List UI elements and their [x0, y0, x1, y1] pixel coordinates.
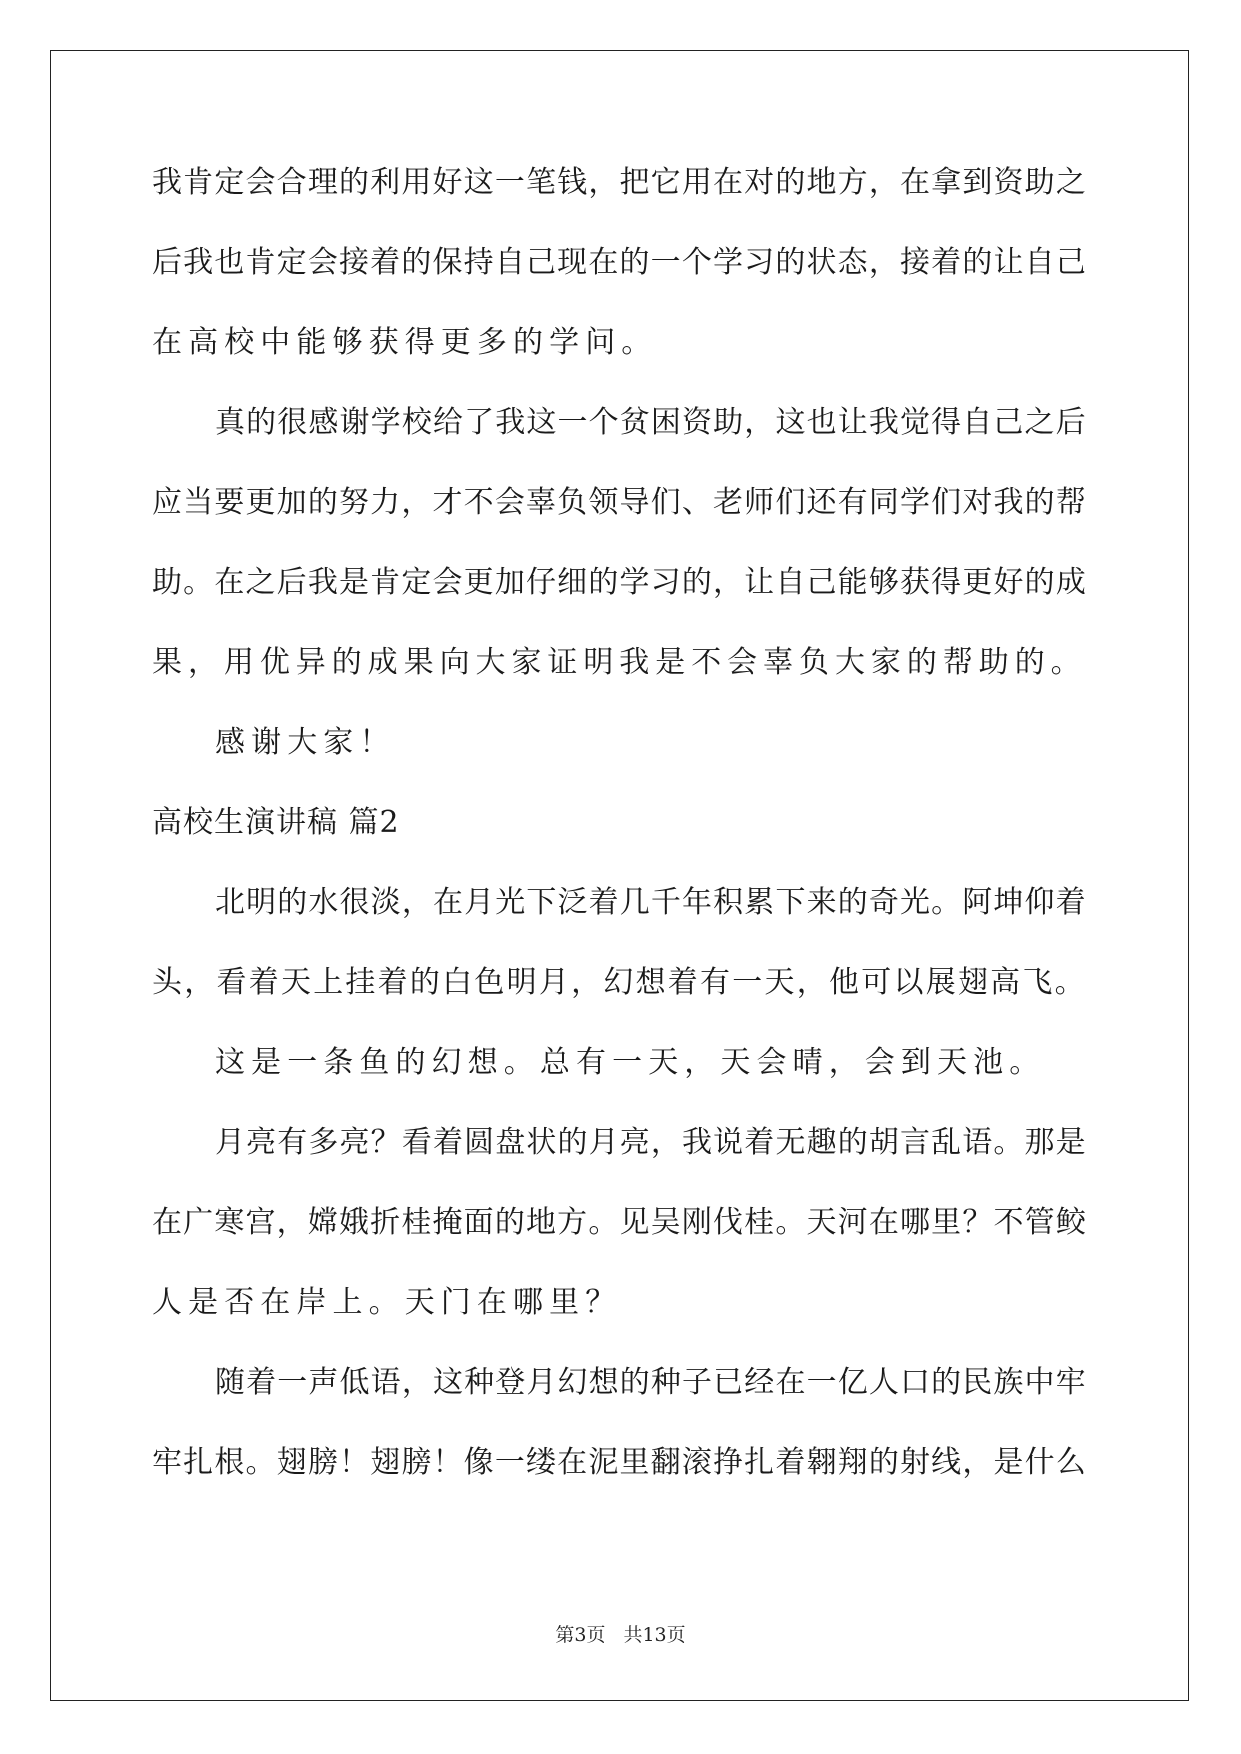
text-line: 牢扎根。翅膀！翅膀！像一缕在泥里翻滚挣扎着翱翔的射线，是什么 [152, 1445, 1087, 1480]
text-line: 人是否在岸上。天门在哪里？ [152, 1285, 622, 1320]
text-line: 这是一条鱼的幻想。总有一天，天会晴，会到天池。 [215, 1045, 1046, 1080]
text-line: 应当要更加的努力，才不会辜负领导们、老师们还有同学们对我的帮 [152, 485, 1087, 520]
text-line: 在高校中能够获得更多的学问。 [152, 325, 658, 360]
document-body [152, 161, 1087, 1521]
text-line: 感谢大家！ [215, 725, 396, 760]
text-line: 后我也肯定会接着的保持自己现在的一个学习的状态，接着的让自己 [152, 245, 1087, 280]
page-footer [0, 1620, 1241, 1647]
text-line: 我肯定会合理的利用好这一笔钱，把它用在对的地方，在拿到资助之 [152, 165, 1087, 200]
text-line: 助。在之后我是肯定会更加仔细的学习的，让自己能够获得更好的成 [152, 565, 1087, 600]
page-number: 第3页 [555, 1624, 606, 1646]
text-line: 果，用优异的成果向大家证明我是不会辜负大家的帮助的。 [152, 645, 1087, 680]
page-total: 共13页 [623, 1624, 686, 1646]
section-heading: 高校生演讲稿 篇2 [152, 805, 400, 840]
text-line: 随着一声低语，这种登月幻想的种子已经在一亿人口的民族中牢 [215, 1365, 1087, 1400]
text-line: 头，看着天上挂着的白色明月，幻想着有一天，他可以展翅高飞。 [152, 965, 1087, 1000]
text-line: 在广寒宫，嫦娥折桂掩面的地方。见吴刚伐桂。天河在哪里？不管鲛 [152, 1205, 1087, 1240]
text-line: 真的很感谢学校给了我这一个贫困资助，这也让我觉得自己之后 [215, 405, 1087, 440]
text-line: 北明的水很淡，在月光下泛着几千年积累下来的奇光。阿坤仰着 [215, 885, 1087, 920]
text-line: 月亮有多亮？看着圆盘状的月亮，我说着无趣的胡言乱语。那是 [215, 1125, 1087, 1160]
